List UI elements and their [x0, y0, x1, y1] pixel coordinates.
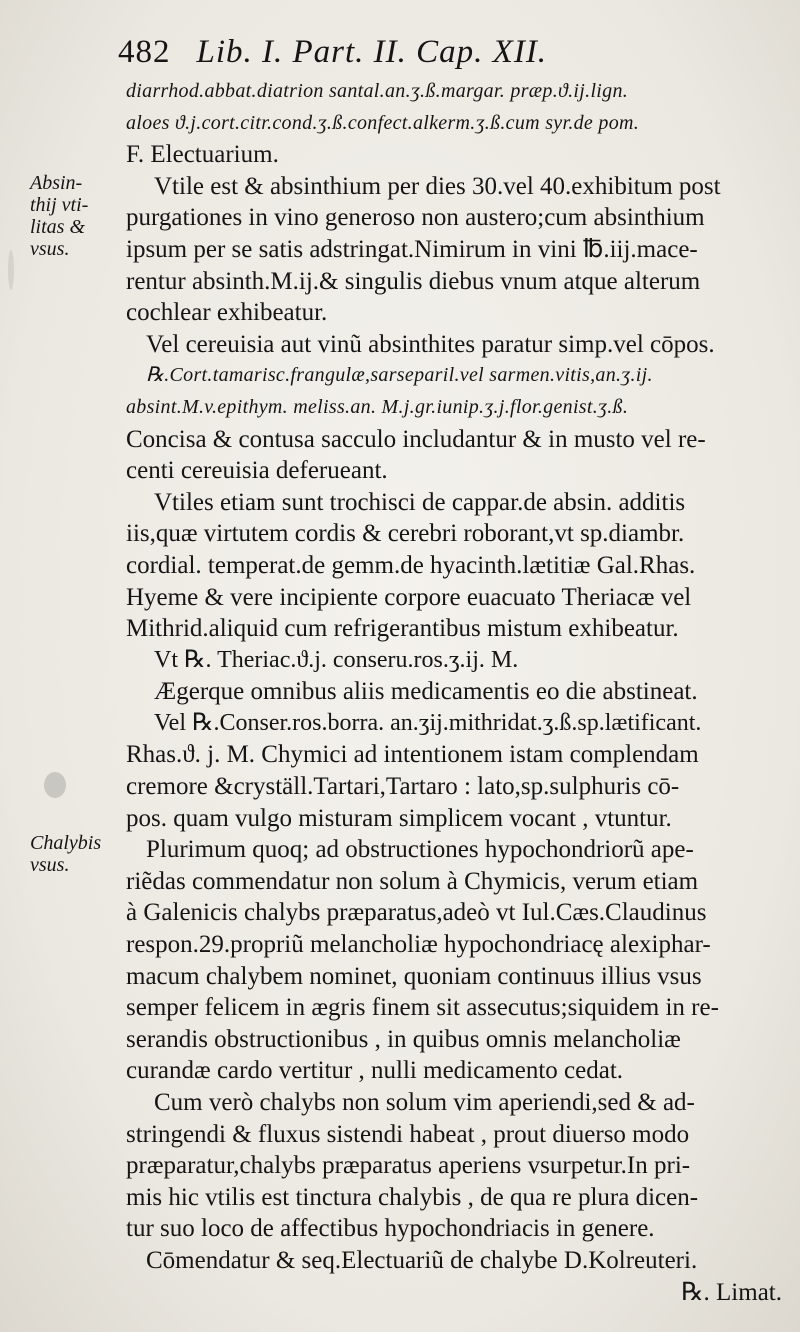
- text-line: semper felicem in ægris finem sit assecutus;siquidem in re-: [126, 994, 719, 1022]
- text-line: ℞.Cort.tamarisc.frangulæ,sarseparil.vel sarmen.vitis,an.ʒ.ij.: [146, 364, 653, 387]
- text-line: stringendi & fluxus sistendi habeat , prout diuerso modo: [126, 1120, 690, 1148]
- text-line: serandis obstructionibus , in quibus omnis melancholiæ: [126, 1025, 681, 1053]
- text-line: aloes ϑ.j.cort.citr.cond.ʒ.ß.confect.alkerm.ʒ.ß.cum syr.de pom.: [126, 111, 640, 134]
- page-number: 482: [118, 34, 171, 70]
- text-line: cremore &cryställ.Tartari,Tartaro : lato,sp.sulphuris cō-: [126, 773, 680, 801]
- text-line: Hyeme & vere incipiente corpore euacuato Theriacæ vel: [126, 583, 692, 611]
- text-line: macum chalybem nominet, quoniam continuus illius vsus: [126, 962, 702, 990]
- text-line: rentur absinth.M.ij.& singulis diebus vnum atque alterum: [126, 267, 701, 295]
- text-line: riẽdas commendatur non solum à Chymicis, verum etiam: [126, 867, 699, 895]
- text-line: Mithrid.aliquid cum refrigerantibus mistum exhibeatur.: [126, 615, 679, 643]
- text-line: Ægerque omnibus aliis medicamentis eo die abstineat.: [154, 678, 698, 706]
- text-line: purgationes in vino generoso non austero;cum absinthium: [126, 204, 705, 232]
- text-line: pos. quam vulgo misturam simplicem vocant , vtuntur.: [126, 804, 672, 832]
- text-line: Rhas.ϑ. j. M. Chymici ad intentionem istam complendam: [126, 741, 699, 769]
- ink-blot: [44, 772, 66, 798]
- text-line: Vel cereuisia aut vinũ absinthites paratur simp.vel cōpos.: [146, 330, 715, 358]
- text-line: Cum verò chalybs non solum vim aperiendi,sed & ad-: [154, 1089, 695, 1116]
- text-line: absint.M.v.epithym. meliss.an. M.j.gr.iunip.ʒ.j.flor.genist.ʒ.ß.: [126, 395, 629, 418]
- text-line: cordial. temperat.de gemm.de hyacinth.lætitiæ Gal.Rhas.: [126, 551, 696, 579]
- text-line: Cōmendatur & seq.Electuariũ de chalybe D.Kolreuteri.: [146, 1246, 698, 1274]
- text-line: mis hic vtilis est tinctura chalybis , de qua re plura dicen-: [126, 1183, 699, 1211]
- text-line: cochlear exhibeatur.: [126, 299, 328, 327]
- page-shadow-mark: [8, 250, 14, 290]
- margin-note-absinthium: Absin- thij vti- litas & vsus.: [30, 172, 89, 260]
- text-line: Plurimum quoq; ad obstructiones hypochondriorũ ape-: [146, 836, 694, 864]
- running-title: Lib. I. Part. II. Cap. XII.: [196, 34, 548, 70]
- text-line: F. Electuarium.: [126, 141, 279, 169]
- text-line: iis,quæ virtutem cordis & cerebri roborant,vt sp.diambr.: [126, 520, 685, 548]
- text-line: diarrhod.abbat.diatrion santal.an.ʒ.ß.margar. præp.ϑ.ij.lign.: [126, 80, 629, 102]
- text-line: centi cereuisia deferueant.: [126, 457, 388, 485]
- text-line: tur suo loco de affectibus hypochondriacis in genere.: [126, 1215, 655, 1243]
- margin-note-chalybis: Chalybis vsus.: [30, 832, 102, 876]
- text-line: Vtile est & absinthium per dies 30.vel 40.exhibitum post: [154, 172, 721, 200]
- text-line: Vel ℞.Conser.ros.borra. an.ʒij.mithridat.ʒ.ß.sp.lætificant.: [154, 709, 702, 736]
- text-line: præparatur,chalybs præparatus aperiens vsurpetur.In pri-: [126, 1152, 691, 1180]
- text-line: Concisa & contusa sacculo includantur & in musto vel re-: [126, 425, 706, 453]
- page-header: [118, 34, 758, 71]
- text-line: curandæ cardo vertitur , nulli medicamento cedat.: [126, 1057, 624, 1085]
- text-line: Vtiles etiam sunt trochisci de cappar.de absin. additis: [154, 488, 686, 516]
- text-body: [126, 76, 790, 1308]
- text-line: Vt ℞. Theriac.ϑ.j. conseru.ros.ʒ.ij. M.: [154, 646, 519, 673]
- catchword: ℞. Limat.: [681, 1278, 782, 1306]
- text-line: ipsum per se satis adstringat.Nimirum in vini ℔.iij.mace-: [126, 235, 698, 263]
- text-line: à Galenicis chalybs præparatus,adeò vt Iul.Cæs.Claudinus: [126, 899, 707, 927]
- text-line: respon.29.propriũ melancholiæ hypochondriacę alexiphar-: [126, 931, 711, 959]
